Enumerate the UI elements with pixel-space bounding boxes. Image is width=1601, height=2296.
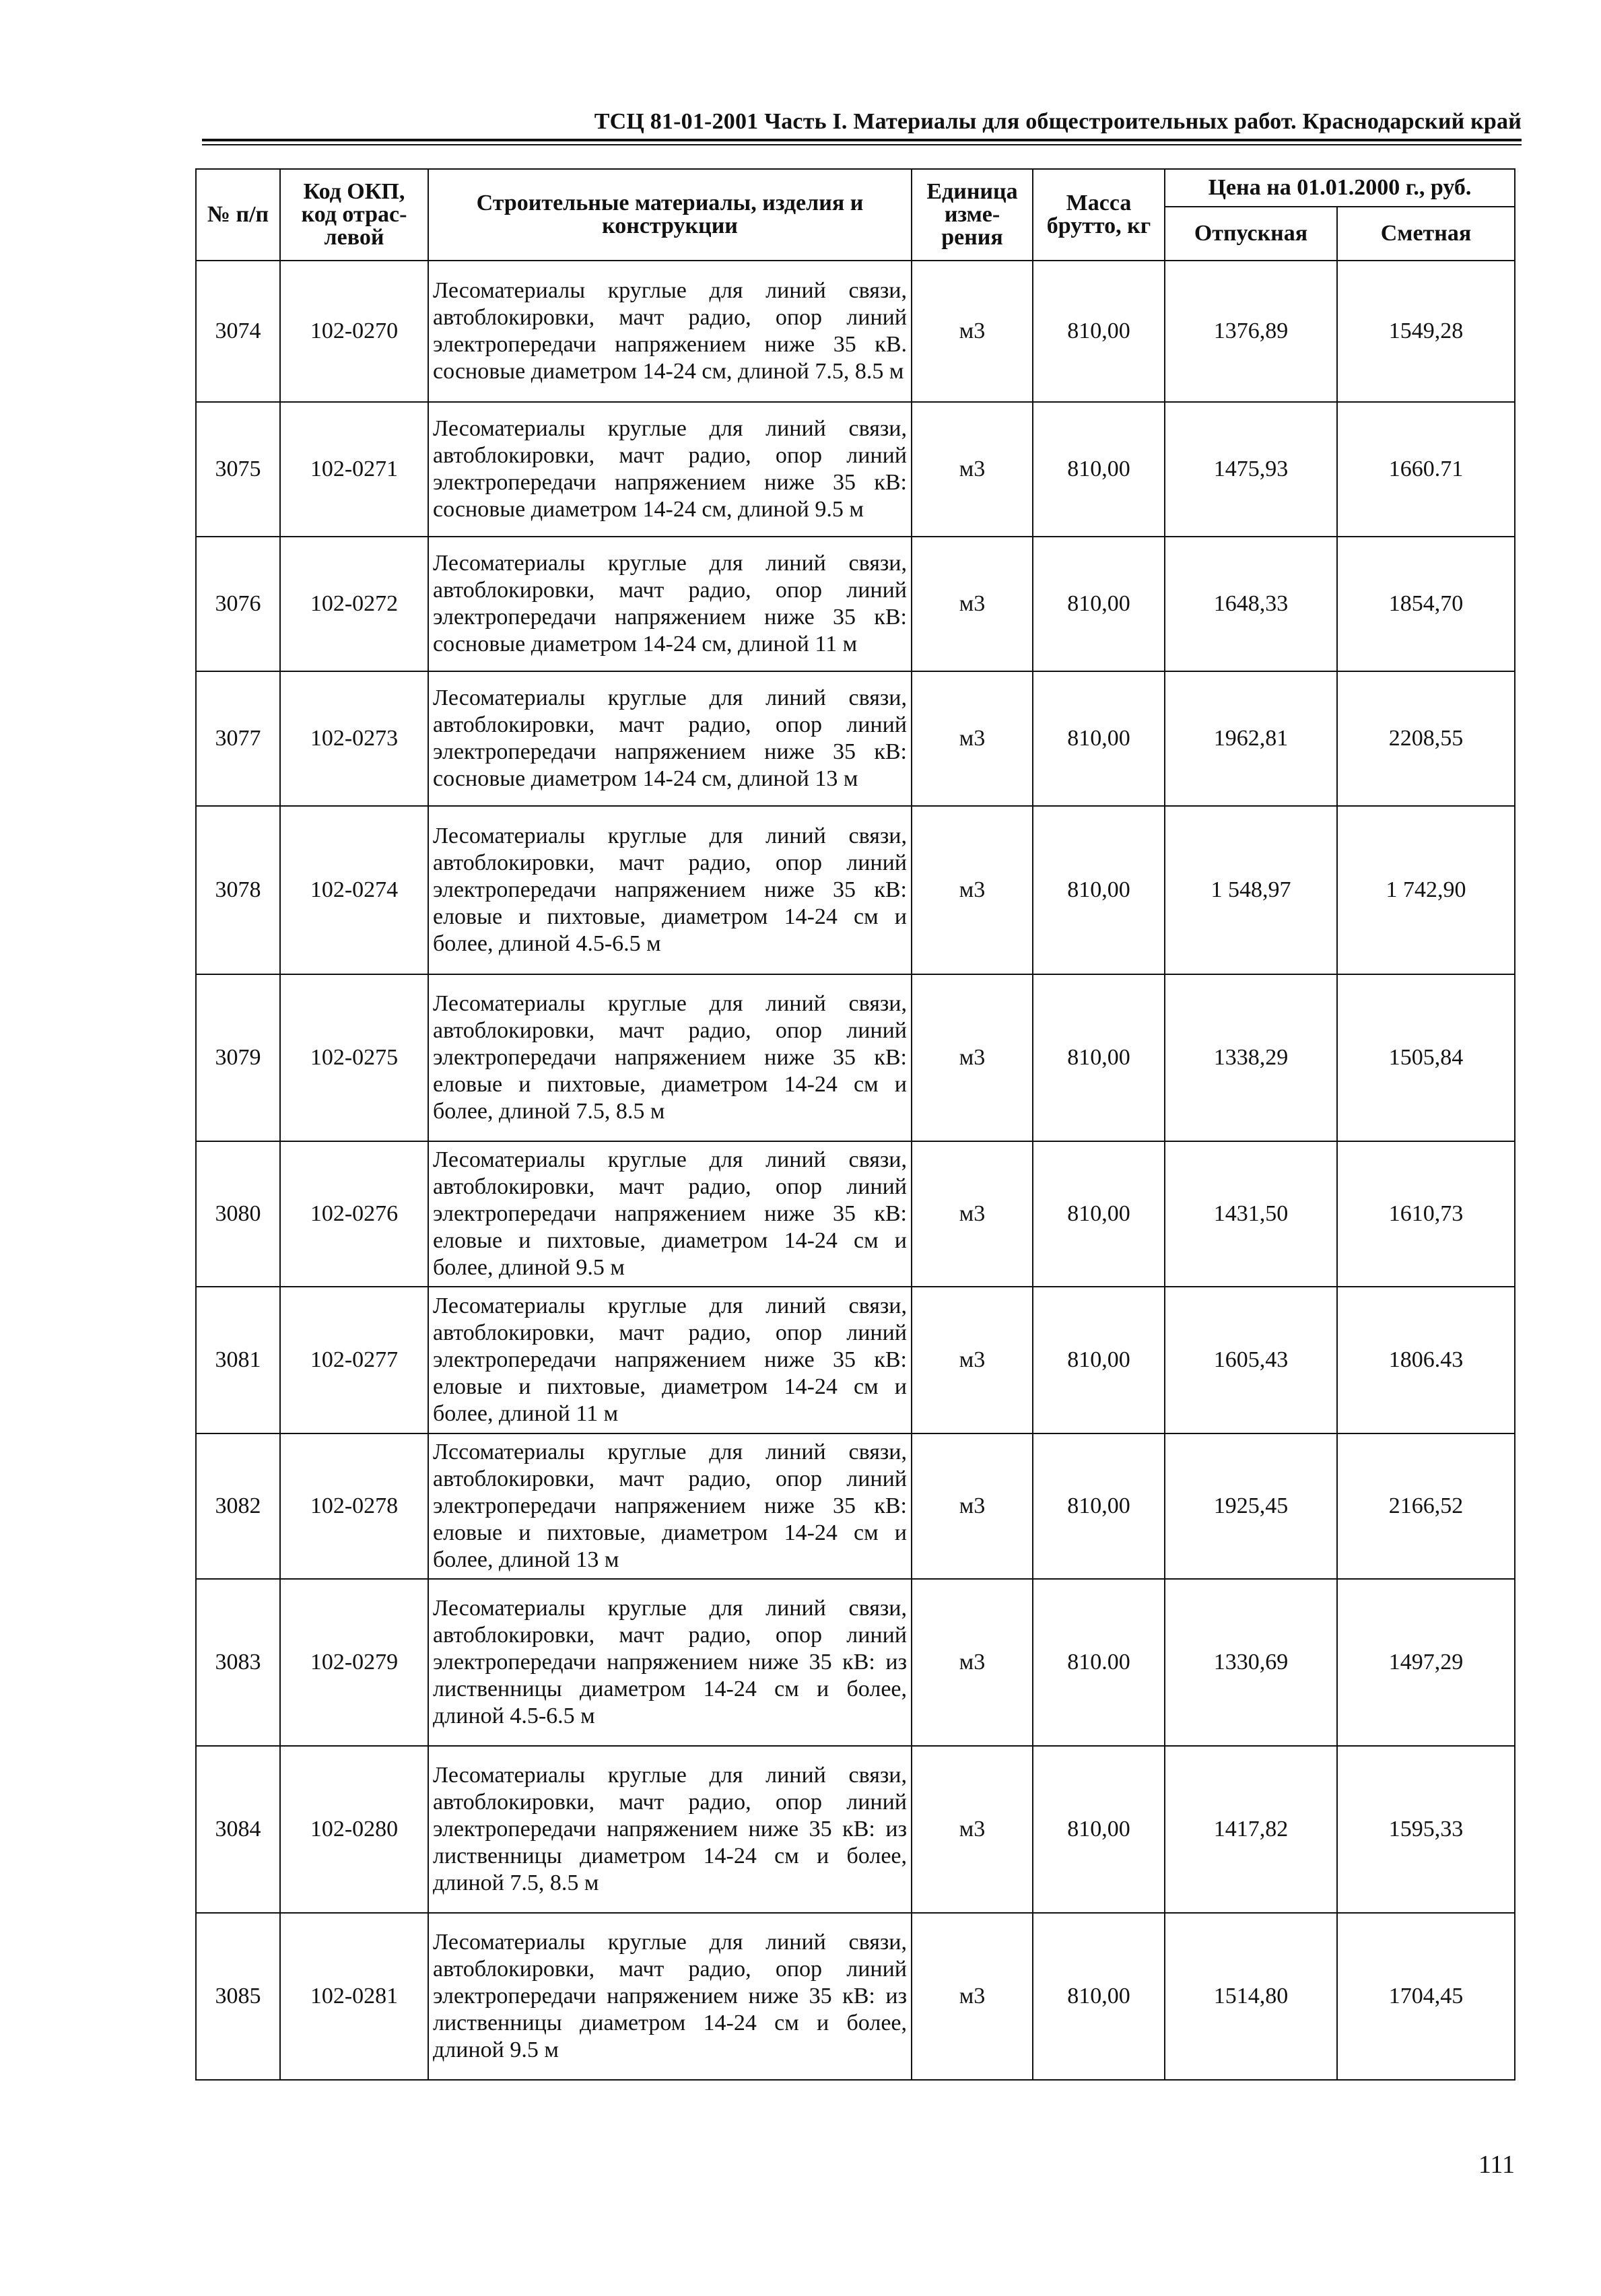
row-price-estimate: 2166,52 xyxy=(1337,1433,1515,1579)
row-price-estimate: 1610,73 xyxy=(1337,1141,1515,1287)
row-number: 3080 xyxy=(196,1141,280,1287)
row-code: 102-0270 xyxy=(280,261,428,402)
table-body xyxy=(196,261,1515,2080)
row-description: Лесоматериалы круглые для линий связи, автоблокировки, мачт радио, опор линий электропередачи напряжением ниже 35 кВ: из лиственницы диаметром 14-24 см и более, длиной 9.5 м xyxy=(428,1913,912,2080)
row-number: 3078 xyxy=(196,806,280,974)
table-row xyxy=(196,1287,1515,1433)
row-code: 102-0276 xyxy=(280,1141,428,1287)
row-price-release: 1962,81 xyxy=(1165,671,1337,806)
row-number: 3082 xyxy=(196,1433,280,1579)
row-unit: м3 xyxy=(912,671,1033,806)
running-header xyxy=(202,101,1522,141)
row-mass: 810,00 xyxy=(1033,806,1165,974)
row-mass: 810,00 xyxy=(1033,671,1165,806)
col-header-code: Код ОКП, код отрас-левой xyxy=(280,169,428,261)
row-mass: 810,00 xyxy=(1033,537,1165,671)
row-description: Лесоматериалы круглые для линий связи, автоблокировки, мачт радио, опор линий электропередачи напряжением ниже 35 кВ: еловые и пихтовые, диаметром 14-24 см и более, длиной 11 м xyxy=(428,1287,912,1433)
row-description: Лсcоматериалы круглые для линий связи, автоблокировки, мачт радио, опор линий электропередачи напряжением ниже 35 кВ: еловые и пихтовые, диаметром 14-24 см и более, длиной 13 м xyxy=(428,1433,912,1579)
table-row xyxy=(196,1746,1515,1913)
row-description: Лесоматериалы круглые для линий связи, автоблокировки, мачт радио, опор линий электропередачи напряжением ниже 35 кВ: еловые и пихтовые, диаметром 14-24 см и более, длиной 9.5 м xyxy=(428,1141,912,1287)
row-mass: 810,00 xyxy=(1033,974,1165,1141)
col-header-mass: Масса брутто, кг xyxy=(1033,169,1165,261)
col-header-desc: Строительные материалы, изделия и конструкции xyxy=(428,169,912,261)
row-price-estimate: 1660.71 xyxy=(1337,402,1515,537)
row-price-estimate: 1549,28 xyxy=(1337,261,1515,402)
row-number: 3075 xyxy=(196,402,280,537)
col-header-price-release: Отпускная xyxy=(1165,207,1337,261)
row-description: Лесоматериалы круглые для линий связи, автоблокировки, мачт радио, опор линий электропередачи напряжением ниже 35 кВ: сосновые диаметром 14-24 см, длиной 13 м xyxy=(428,671,912,806)
row-price-release: 1 548,97 xyxy=(1165,806,1337,974)
row-number: 3083 xyxy=(196,1579,280,1746)
row-number: 3074 xyxy=(196,261,280,402)
row-mass: 810,00 xyxy=(1033,1433,1165,1579)
row-code: 102-0274 xyxy=(280,806,428,974)
row-price-release: 1338,29 xyxy=(1165,974,1337,1141)
row-price-release: 1648,33 xyxy=(1165,537,1337,671)
row-code: 102-0279 xyxy=(280,1579,428,1746)
page-number: 111 xyxy=(1478,2151,1515,2179)
header-rule xyxy=(202,144,1522,145)
row-mass: 810,00 xyxy=(1033,1746,1165,1913)
row-number: 3084 xyxy=(196,1746,280,1913)
row-description: Лесоматериалы круглые для линий связи, автоблокировки, мачт радио, опор линий электропередачи напряжением ниже 35 кВ: сосновые диаметром 14-24 см, длиной 11 м xyxy=(428,537,912,671)
row-code: 102-0280 xyxy=(280,1746,428,1913)
col-header-num: № п/п xyxy=(196,169,280,261)
row-mass: 810.00 xyxy=(1033,1579,1165,1746)
row-price-estimate: 1854,70 xyxy=(1337,537,1515,671)
row-description: Лесоматериалы круглые для линий связи, автоблокировки, мачт радио, опор линий электропередачи напряжением ниже 35 кВ: сосновые диаметром 14-24 см, длиной 9.5 м xyxy=(428,402,912,537)
row-price-estimate: 1 742,90 xyxy=(1337,806,1515,974)
row-mass: 810,00 xyxy=(1033,1913,1165,2080)
row-code: 102-0271 xyxy=(280,402,428,537)
materials-price-table xyxy=(195,168,1515,2081)
row-code: 102-0277 xyxy=(280,1287,428,1433)
row-price-release: 1330,69 xyxy=(1165,1579,1337,1746)
row-code: 102-0275 xyxy=(280,974,428,1141)
table-row xyxy=(196,1579,1515,1746)
row-unit: м3 xyxy=(912,1287,1033,1433)
col-header-unit: Единица изме-рения xyxy=(912,169,1033,261)
row-code: 102-0278 xyxy=(280,1433,428,1579)
row-unit: м3 xyxy=(912,1141,1033,1287)
row-description: Лесоматериалы круглые для линий связи, автоблокировки, мачт радио, опор линий электропередачи напряжением ниже 35 кВ: еловые и пихтовые, диаметром 14-24 см и более, длиной 4.5-6.5 м xyxy=(428,806,912,974)
row-unit: м3 xyxy=(912,1913,1033,2080)
row-mass: 810,00 xyxy=(1033,1287,1165,1433)
table-row xyxy=(196,261,1515,402)
row-price-release: 1605,43 xyxy=(1165,1287,1337,1433)
table-row xyxy=(196,537,1515,671)
table-row xyxy=(196,671,1515,806)
row-unit: м3 xyxy=(912,402,1033,537)
table-row xyxy=(196,1913,1515,2080)
row-price-release: 1475,93 xyxy=(1165,402,1337,537)
row-number: 3077 xyxy=(196,671,280,806)
row-price-release: 1417,82 xyxy=(1165,1746,1337,1913)
row-code: 102-0281 xyxy=(280,1913,428,2080)
row-price-release: 1925,45 xyxy=(1165,1433,1337,1579)
row-mass: 810,00 xyxy=(1033,261,1165,402)
table-row xyxy=(196,1141,1515,1287)
row-unit: м3 xyxy=(912,974,1033,1141)
row-unit: м3 xyxy=(912,261,1033,402)
row-unit: м3 xyxy=(912,1433,1033,1579)
row-price-release: 1514,80 xyxy=(1165,1913,1337,2080)
row-unit: м3 xyxy=(912,806,1033,974)
row-number: 3085 xyxy=(196,1913,280,2080)
row-price-estimate: 1704,45 xyxy=(1337,1913,1515,2080)
row-price-estimate: 1497,29 xyxy=(1337,1579,1515,1746)
row-unit: м3 xyxy=(912,1579,1033,1746)
row-mass: 810,00 xyxy=(1033,1141,1165,1287)
row-number: 3081 xyxy=(196,1287,280,1433)
row-code: 102-0272 xyxy=(280,537,428,671)
row-price-release: 1376,89 xyxy=(1165,261,1337,402)
running-header-title: ТСЦ 81-01-2001 Часть I. Материалы для общестроительных работ. Краснодарский край xyxy=(594,109,1522,134)
table-row xyxy=(196,402,1515,537)
table-row xyxy=(196,1433,1515,1579)
table-row xyxy=(196,806,1515,974)
col-header-price-estimate: Сметная xyxy=(1337,207,1515,261)
row-price-estimate: 2208,55 xyxy=(1337,671,1515,806)
row-price-estimate: 1806.43 xyxy=(1337,1287,1515,1433)
row-unit: м3 xyxy=(912,537,1033,671)
table-header xyxy=(196,169,1515,261)
row-mass: 810,00 xyxy=(1033,402,1165,537)
row-price-estimate: 1505,84 xyxy=(1337,974,1515,1141)
col-header-price-group: Цена на 01.01.2000 г., руб. xyxy=(1165,169,1515,207)
row-number: 3079 xyxy=(196,974,280,1141)
row-unit: м3 xyxy=(912,1746,1033,1913)
row-description: Лесоматериалы круглые для линий связи, автоблокировки, мачт радио, опор линий электропередачи напряжением ниже 35 кВ: из лиственницы диаметром 14-24 см и более, длиной 7.5, 8.5 м xyxy=(428,1746,912,1913)
table-row xyxy=(196,974,1515,1141)
row-code: 102-0273 xyxy=(280,671,428,806)
row-description: Лесоматериалы круглые для линий связи, автоблокировки, мачт радио, опор линий электропередачи напряжением ниже 35 кВ: из лиственницы диаметром 14-24 см и более, длиной 4.5-6.5 м xyxy=(428,1579,912,1746)
row-description: Лесоматериалы круглые для линий связи, автоблокировки, мачт радио, опор линий электропередачи напряжением ниже 35 кВ: еловые и пихтовые, диаметром 14-24 см и более, длиной 7.5, 8.5 м xyxy=(428,974,912,1141)
row-number: 3076 xyxy=(196,537,280,671)
row-price-release: 1431,50 xyxy=(1165,1141,1337,1287)
row-description: Лесоматериалы круглые для линий связи, автоблокировки, мачт радио, опор линий электропередачи напряжением ниже 35 кВ. сосновые диаметром 14-24 см, длиной 7.5, 8.5 м xyxy=(428,261,912,402)
row-price-estimate: 1595,33 xyxy=(1337,1746,1515,1913)
